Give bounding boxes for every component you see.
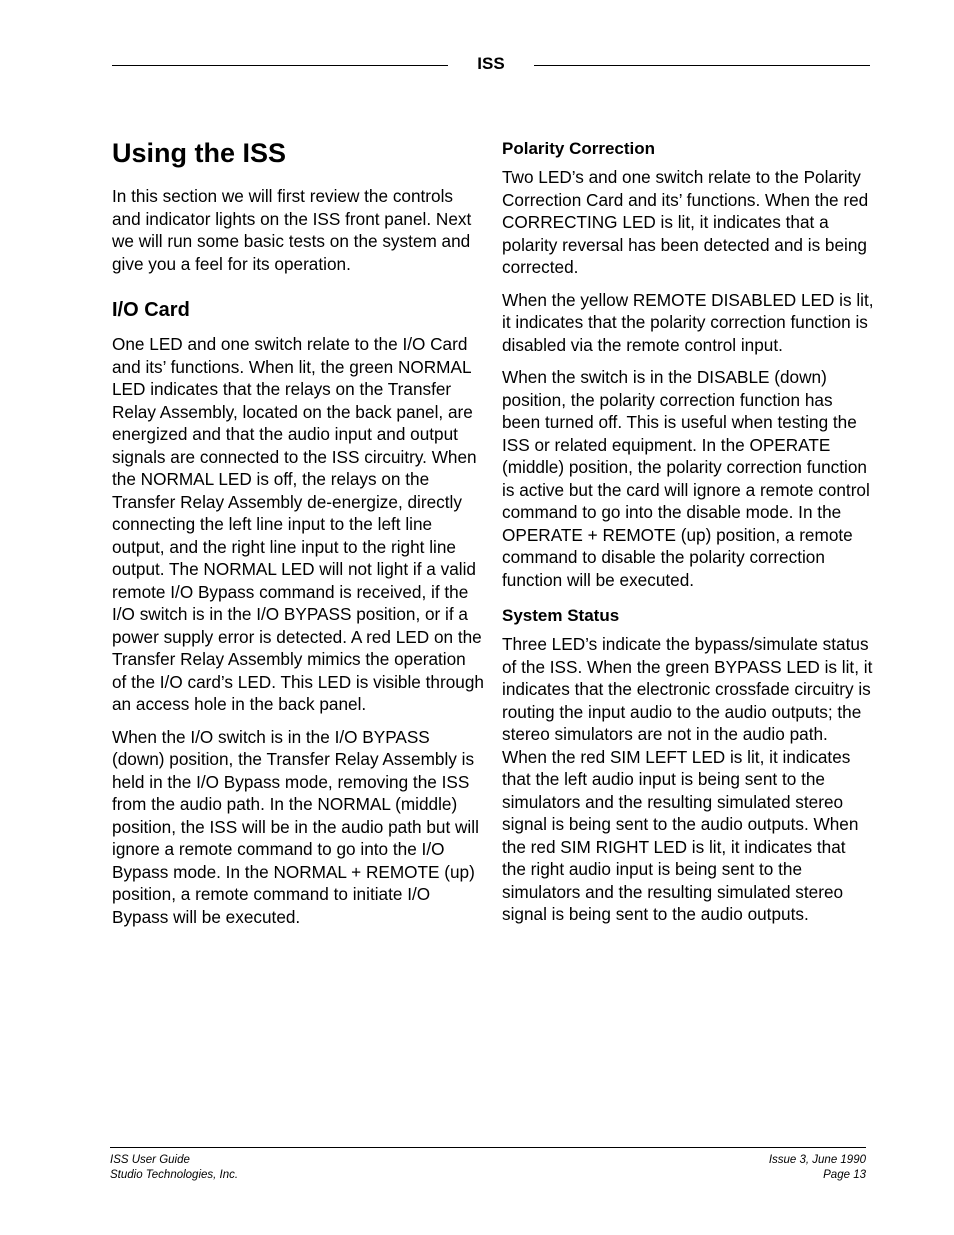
io-card-paragraph-1: One LED and one switch relate to the I/O Card and its’ functions. When lit, the green NORMAL LED indicates that the relays on the Transfer Relay Assembly, located on the back panel, are energized and that the audio input and output signals are connected to the ISS circuitry. When the NORMAL LED is off, the relays on the Transfer Relay Assembly de-energize, directly connecting the left line input to the left line output, and the right line input to the right line output. The NORMAL LED will not light if a valid remote I/O Bypass command is received, if the I/O switch is in the I/O BYPASS position, or if a power supply error is detected. A red LED on the Transfer Relay Assembly mimics the operation of the I/O card’s LED. This LED is visible through an access hole in the back panel. (112, 334, 484, 714)
io-card-paragraph-2: When the I/O switch is in the I/O BYPASS (down) position, the Transfer Relay Assembly is held in the I/O Bypass mode, removing the ISS from the audio path. In the NORMAL (middle) position, the ISS will be in the audio path but will ignore a remote command to go into the I/O Bypass mode. In the NORMAL + REMOTE (up) position, a remote command to initiate I/O Bypass will be executed. (112, 726, 479, 927)
footer-issue: Issue 3, June 1990 (768, 1154, 866, 1166)
header-rule-right (534, 65, 870, 66)
system-status-heading: System Status (502, 606, 620, 625)
right-column (502, 138, 874, 936)
running-header-title: ISS (477, 54, 505, 73)
polarity-correction-heading: Polarity Correction (502, 139, 656, 158)
polarity-paragraph-3: When the switch is in the DISABLE (down) position, the polarity correction function has been turned off. This is useful when testing the ISS or related equipment. In the OPERATE (middle) position, the polarity correction function is active but the card will ignore a remote control command to go into the disable mode. In the OPERATE + REMOTE (up) position, a remote command to disable the polarity correction function will be executed. (502, 367, 870, 590)
footer-left (110, 1153, 238, 1182)
footer-company: Studio Technologies, Inc. (110, 1168, 239, 1181)
polarity-paragraph-2: When the yellow REMOTE DISABLED LED is lit, it indicates that the polarity correction function is disabled via the remote control input. (502, 289, 874, 355)
footer-guide-title: ISS User Guide (110, 1154, 190, 1166)
intro-paragraph: In this section we will first review the controls and indicator lights on the ISS front panel. Next we will run some basic tests on the system and give you a feel for its operation. (112, 186, 472, 274)
system-status-paragraph-1: Three LED’s indicate the bypass/simulate status of the ISS. When the green BYPASS LED is lit, it indicates that the electronic crossfade circuitry is routing the input audio to the audio outputs; the stereo simulators are not in the audio path. When the red SIM LEFT LED is lit, it indicates that the left audio input is being sent to the simulators and the resulting simulated stereo signal is being sent to the audio outputs. When the red SIM RIGHT LED is lit, it indicates that the right audio input is being sent to the simulators and the resulting simulated stereo signal is being sent to the audio outputs. (502, 634, 873, 924)
polarity-paragraph-1: Two LED’s and one switch relate to the Polarity Correction Card and its’ functions. When the red CORRECTING LED is lit, it indicates that a polarity reversal has been detected and is being corrected. (502, 167, 869, 277)
header-rule-left (112, 65, 448, 66)
io-card-heading: I/O Card (112, 299, 190, 321)
footer-page-number: Page 13 (823, 1168, 866, 1181)
footer-right (769, 1153, 866, 1182)
section-title: Using the ISS (112, 138, 287, 168)
footer-rule (110, 1147, 866, 1148)
left-column (112, 132, 484, 938)
